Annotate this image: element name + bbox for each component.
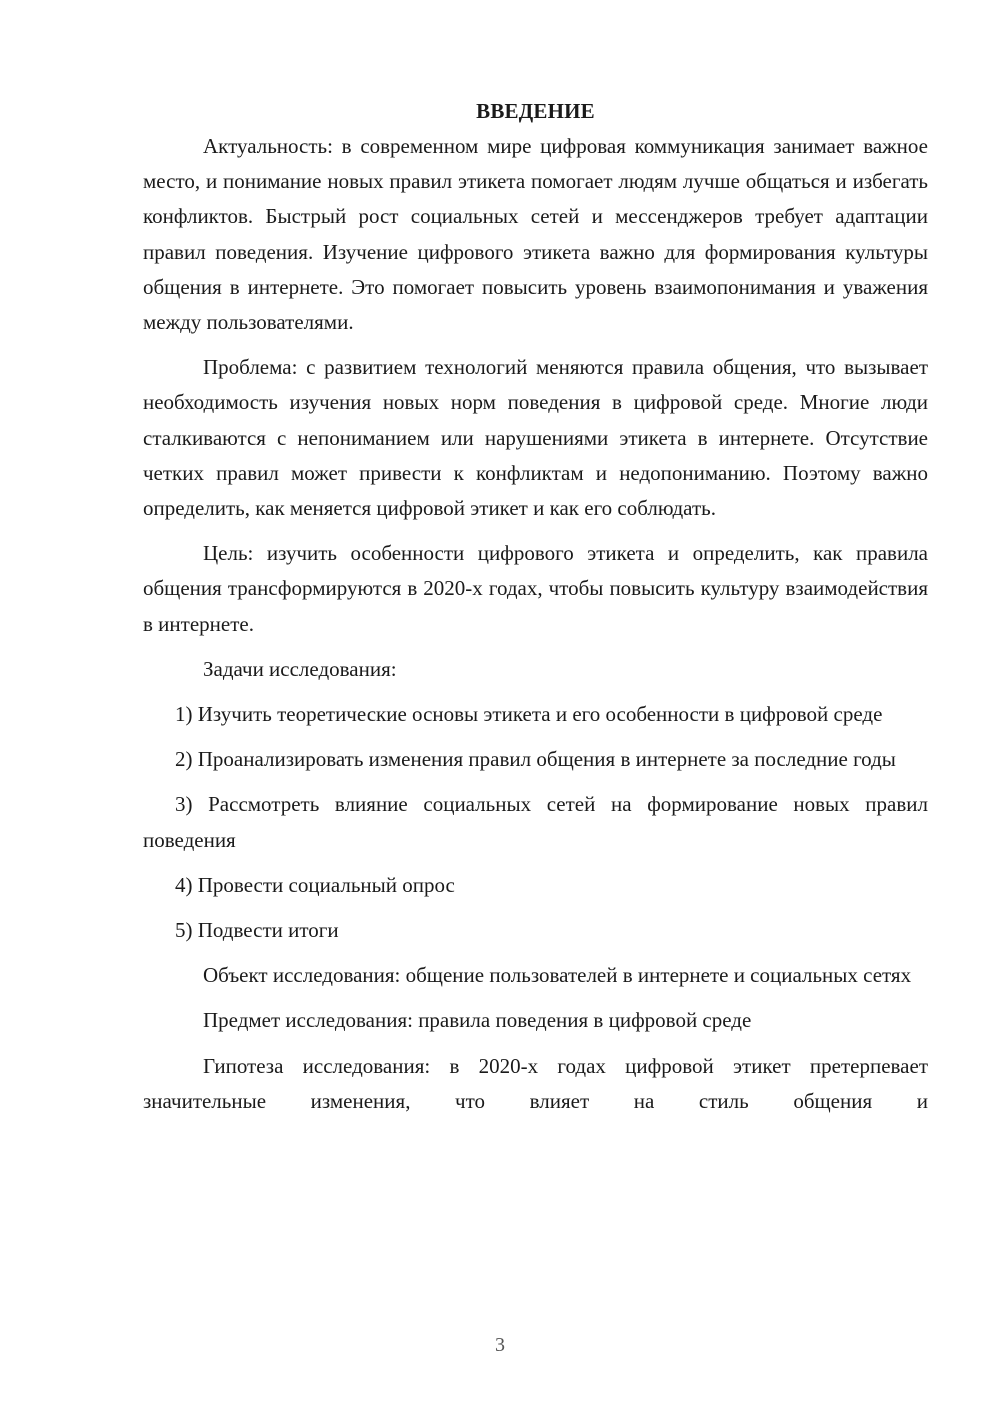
task-item: 5) Подвести итоги	[175, 918, 339, 943]
object-paragraph: Объект исследования: общение пользователей в интернете и социальных сетях	[203, 963, 912, 988]
section-heading: ВВЕДЕНИЕ	[476, 99, 595, 123]
document-body	[143, 94, 928, 1129]
hypothesis-paragraph: Гипотеза исследования: в 2020-х годах цифровой этикет претерпевает значительные изменения, что влияет на стиль общения и	[143, 1053, 928, 1113]
subject-paragraph: Предмет исследования: правила поведения в цифровой среде	[203, 1008, 752, 1033]
task-item: 1) Изучить теоретические основы этикета и его особенности в цифровой среде	[175, 702, 883, 727]
task-item: 3) Рассмотреть влияние социальных сетей на формирование новых правил поведения	[143, 792, 928, 852]
goal-paragraph: Цель: изучить особенности цифрового этикета и определить, как правила общения трансформируются в 2020-х годах, чтобы повысить культуру взаимодействия в интернете.	[143, 541, 928, 636]
tasks-heading: Задачи исследования:	[203, 656, 397, 681]
problem-paragraph: Проблема: с развитием технологий меняются правила общения, что вызывает необходимость изучения новых норм поведения в цифровой среде. Многие люди сталкиваются с непониманием или нарушениями этикета в интернете. Отсутствие четких правил может привести к конфликтам и недопониманию. Поэтому важно определить, как меняется цифровой этикет и как его соблюдать.	[143, 355, 928, 521]
relevance-paragraph: Актуальность: в современном мире цифровая коммуникация занимает важное место, и понимание новых правил этикета помогает людям лучше общаться и избегать конфликтов. Быстрый рост социальных сетей и мессенджеров требует адаптации правил поведения. Изучение цифрового этикета важно для формирования культуры общения в интернете. Это помогает повысить уровень взаимопонимания и уважения между пользователями.	[143, 134, 928, 335]
page-number: 3	[495, 1334, 505, 1356]
task-item: 4) Провести социальный опрос	[175, 872, 455, 897]
task-item: 2) Проанализировать изменения правил общения в интернете за последние годы	[175, 747, 896, 772]
